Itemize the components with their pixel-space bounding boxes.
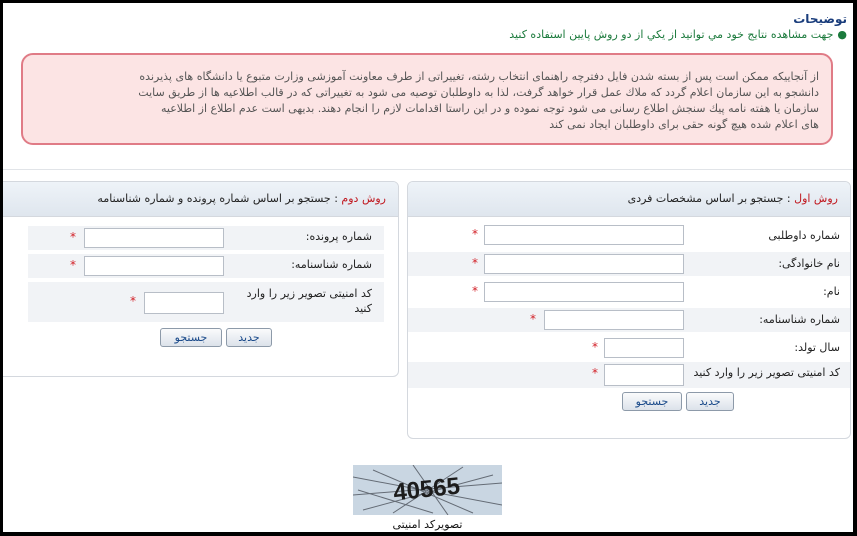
captcha-image <box>353 465 502 515</box>
method1-header <box>408 182 850 217</box>
search-button-method2[interactable]: جستجو <box>160 328 222 347</box>
page-title: توضیحات <box>793 12 847 26</box>
captcha-noise <box>353 465 502 515</box>
first-name-input[interactable] <box>484 282 684 302</box>
field-row-birth-year: سال تولد: * <box>408 336 850 360</box>
method2-panel <box>3 181 399 377</box>
required-mark: * <box>592 340 598 354</box>
birth-year-input[interactable] <box>604 338 684 358</box>
field-row-file-number: شماره پرونده: * <box>28 226 384 250</box>
page-subtitle: ●جهت مشاهده نتايج خود مي توانيد از يكي از دو روش پايين استفاده كنيد <box>509 28 847 41</box>
required-mark: * <box>530 312 536 326</box>
captcha-input-method2[interactable] <box>144 292 224 314</box>
candidate-number-input[interactable] <box>484 225 684 245</box>
method2-header <box>3 182 398 217</box>
id-number-input-method2[interactable] <box>84 256 224 276</box>
file-number-input[interactable] <box>84 228 224 248</box>
new-button-method1[interactable]: جدید <box>686 392 734 411</box>
alert-line: های اعلام شده هیچ گونه حقی برای داوطلبان ایجاد نمی کند <box>549 118 819 131</box>
last-name-input[interactable] <box>484 254 684 274</box>
alert-line: سازمان یا هفته نامه پیك سنجش اطلاع رسانی می شود توجه نموده و در این راستا اقدامات لازم را انجام دهند. بدیهی است عدم اطلاع از اطلاعیه <box>160 102 819 115</box>
method2-label: روش دوم <box>341 192 386 205</box>
search-button-method1[interactable]: جستجو <box>622 392 682 411</box>
required-mark: * <box>472 256 478 270</box>
required-mark: * <box>70 258 76 272</box>
required-mark: * <box>70 230 76 244</box>
field-row-captcha-2: کد امنیتی تصویر زیر را وارد کنید * <box>28 282 384 322</box>
required-mark: * <box>592 366 598 380</box>
alert-line: دانشجو به این سازمان اعلام گردد که ملاك عمل قرار خواهد گرفت، لذا به داوطلبان توصیه می شود به تغییراتی که در قالب اطلاعیه ها از طریق سایت <box>138 86 819 99</box>
field-row-captcha: کد امنیتی تصویر زیر را وارد کنید * <box>408 362 850 388</box>
field-row-last-name: نام خانوادگی: * <box>408 252 850 276</box>
id-number-input[interactable] <box>544 310 684 330</box>
captcha-code: 40565 <box>392 472 462 507</box>
method1-panel <box>407 181 851 439</box>
alert-line: از آنجاییکه ممکن است پس از بسته شدن فایل دفترچه راهنمای انتخاب رشته، تغییراتی از طرف معاونت آموزشی وزارت متبوع یا دانشگاه های پذیرنده <box>139 70 819 83</box>
required-mark: * <box>472 227 478 241</box>
required-mark: * <box>472 284 478 298</box>
field-row-id-number-2: شماره شناسنامه: * <box>28 254 384 278</box>
captcha-input-method1[interactable] <box>604 364 684 386</box>
alert-box <box>21 53 833 145</box>
new-button-method2[interactable]: جدید <box>226 328 272 347</box>
page <box>3 3 853 532</box>
required-mark: * <box>130 294 136 308</box>
divider <box>3 169 853 170</box>
field-row-candidate-number: شماره داوطلبی * <box>408 224 850 248</box>
field-row-first-name: نام: * <box>408 280 850 304</box>
field-row-id-number: شماره شناسنامه: * <box>408 308 850 332</box>
method2-title: : جستجو بر اساس شماره پرونده و شماره شناسنامه <box>97 192 342 205</box>
method1-label: روش اول <box>794 192 838 205</box>
bullet-icon: ● <box>837 28 847 41</box>
captcha-label: تصویرکد امنیتی <box>392 518 463 531</box>
method1-title: : جستجو بر اساس مشخصات فردی <box>627 192 795 205</box>
